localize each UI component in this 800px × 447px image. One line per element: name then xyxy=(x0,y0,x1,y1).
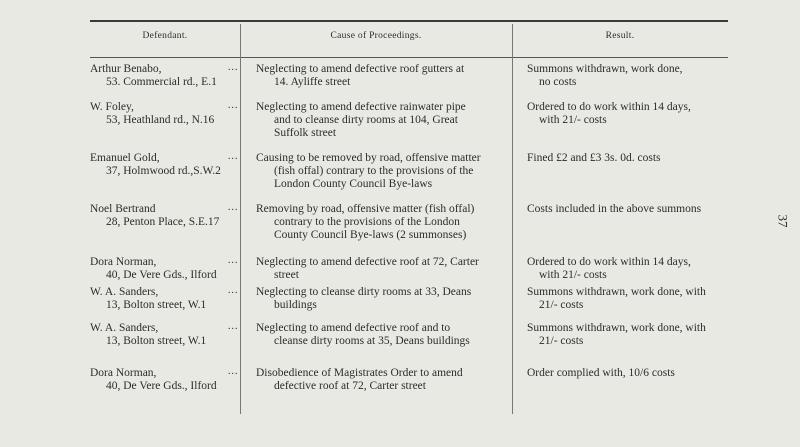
cause-line: defective roof at 72, Carter street xyxy=(274,380,426,392)
result-line: 21/- costs xyxy=(539,299,584,311)
cause-cell xyxy=(256,152,514,191)
leader-dots: ... xyxy=(228,366,239,377)
table-top-rule xyxy=(90,20,728,22)
cause-line: Neglecting to amend defective roof gutters at xyxy=(256,63,465,75)
result-line: Ordered to do work within 14 days, xyxy=(527,256,691,268)
cause-line: Causing to be removed by road, offensive matter xyxy=(256,152,481,164)
result-line: Summons withdrawn, work done, with xyxy=(527,322,706,334)
defendant-cell xyxy=(90,151,239,178)
result-line: Order complied with, 10/6 costs xyxy=(527,367,675,379)
result-line: Summons withdrawn, work done, xyxy=(527,63,683,75)
result-line: Fined £2 and £3 3s. 0d. costs xyxy=(527,152,661,164)
cause-cell xyxy=(256,63,514,89)
result-cell xyxy=(527,367,732,380)
leader-dots: ... xyxy=(228,62,239,73)
cause-line: Removing by road, offensive matter (fish offal) xyxy=(256,203,475,215)
result-line: with 21/- costs xyxy=(539,269,607,281)
defendant-name: W. A. Sanders, ... xyxy=(90,285,239,298)
cause-line: contrary to the provisions of the London xyxy=(274,216,460,228)
result-cell xyxy=(527,322,732,348)
defendant-cell xyxy=(90,321,239,348)
result-line: Ordered to do work within 14 days, xyxy=(527,101,691,113)
cause-line: London County Council Bye-laws xyxy=(274,178,433,190)
defendant-name: Noel Bertrand ... xyxy=(90,202,239,215)
defendant-name: Arthur Benabo, ... xyxy=(90,62,239,75)
defendant-name: W. Foley, ... xyxy=(90,100,239,113)
result-line: Costs included in the above summons xyxy=(527,203,702,215)
result-cell xyxy=(527,101,732,127)
cause-line: street xyxy=(274,269,299,281)
defendant-address: 28, Penton Place, S.E.17 xyxy=(106,216,220,228)
defendant-cell xyxy=(90,100,239,127)
cause-cell xyxy=(256,101,514,140)
header-rule xyxy=(90,57,728,58)
cause-cell xyxy=(256,286,514,312)
leader-dots: ... xyxy=(228,255,239,266)
defendant-address: 40, De Vere Gds., Ilford xyxy=(106,269,217,281)
cause-line: Neglecting to cleanse dirty rooms at 33, Deans xyxy=(256,286,472,298)
defendant-address: 53, Heathland rd., N.16 xyxy=(106,114,215,126)
leader-dots: ... xyxy=(228,202,239,213)
cause-cell xyxy=(256,322,514,348)
defendant-name: Emanuel Gold, ... xyxy=(90,151,239,164)
cause-line: 14. Ayliffe street xyxy=(274,76,351,88)
defendant-address: 40, De Vere Gds., Ilford xyxy=(106,380,217,392)
cause-cell xyxy=(256,367,514,393)
leader-dots: ... xyxy=(228,151,239,162)
result-line: with 21/- costs xyxy=(539,114,607,126)
result-line: Summons withdrawn, work done, with xyxy=(527,286,706,298)
result-cell xyxy=(527,286,732,312)
cause-line: buildings xyxy=(274,299,317,311)
page-number: 37 xyxy=(775,214,791,228)
defendant-address: 13, Bolton street, W.1 xyxy=(106,299,207,311)
cause-line: Neglecting to amend defective rainwater pipe xyxy=(256,101,466,113)
leader-dots: ... xyxy=(228,100,239,111)
result-line: 21/- costs xyxy=(539,335,584,347)
defendant-address: 53. Commercial rd., E.1 xyxy=(106,76,217,88)
result-cell xyxy=(527,152,732,165)
defendant-name: Dora Norman, ... xyxy=(90,366,239,379)
defendant-address: 13, Bolton street, W.1 xyxy=(106,335,207,347)
defendant-name: Dora Norman, ... xyxy=(90,255,239,268)
defendant-cell xyxy=(90,366,239,393)
column-divider xyxy=(240,24,241,414)
result-line: no costs xyxy=(539,76,577,88)
header-result: Result. xyxy=(605,31,635,41)
cause-line: County Council Bye-laws (2 summonses) xyxy=(274,229,467,241)
defendant-cell xyxy=(90,62,239,89)
leader-dots: ... xyxy=(228,285,239,296)
result-cell xyxy=(527,256,732,282)
result-cell xyxy=(527,203,732,216)
header-defendant: Defendant. xyxy=(142,31,188,41)
cause-cell xyxy=(256,203,514,242)
cause-line: and to cleanse dirty rooms at 104, Great xyxy=(274,114,458,126)
cause-line: Suffolk street xyxy=(274,127,337,139)
header-cause: Cause of Proceedings. xyxy=(330,31,422,41)
defendant-cell xyxy=(90,255,239,282)
cause-line: cleanse dirty rooms at 35, Deans buildings xyxy=(274,335,470,347)
defendant-name: W. A. Sanders, ... xyxy=(90,321,239,334)
defendant-cell xyxy=(90,285,239,312)
cause-line: Disobedience of Magistrates Order to amend xyxy=(256,367,463,379)
defendant-address: 37, Holmwood rd.,S.W.2 xyxy=(106,165,221,177)
result-cell xyxy=(527,63,732,89)
cause-line: (fish offal) contrary to the provisions of the xyxy=(274,165,474,177)
cause-line: Neglecting to amend defective roof at 72, Carter xyxy=(256,256,479,268)
leader-dots: ... xyxy=(228,321,239,332)
defendant-cell xyxy=(90,202,239,229)
cause-cell xyxy=(256,256,514,282)
cause-line: Neglecting to amend defective roof and to xyxy=(256,322,451,334)
